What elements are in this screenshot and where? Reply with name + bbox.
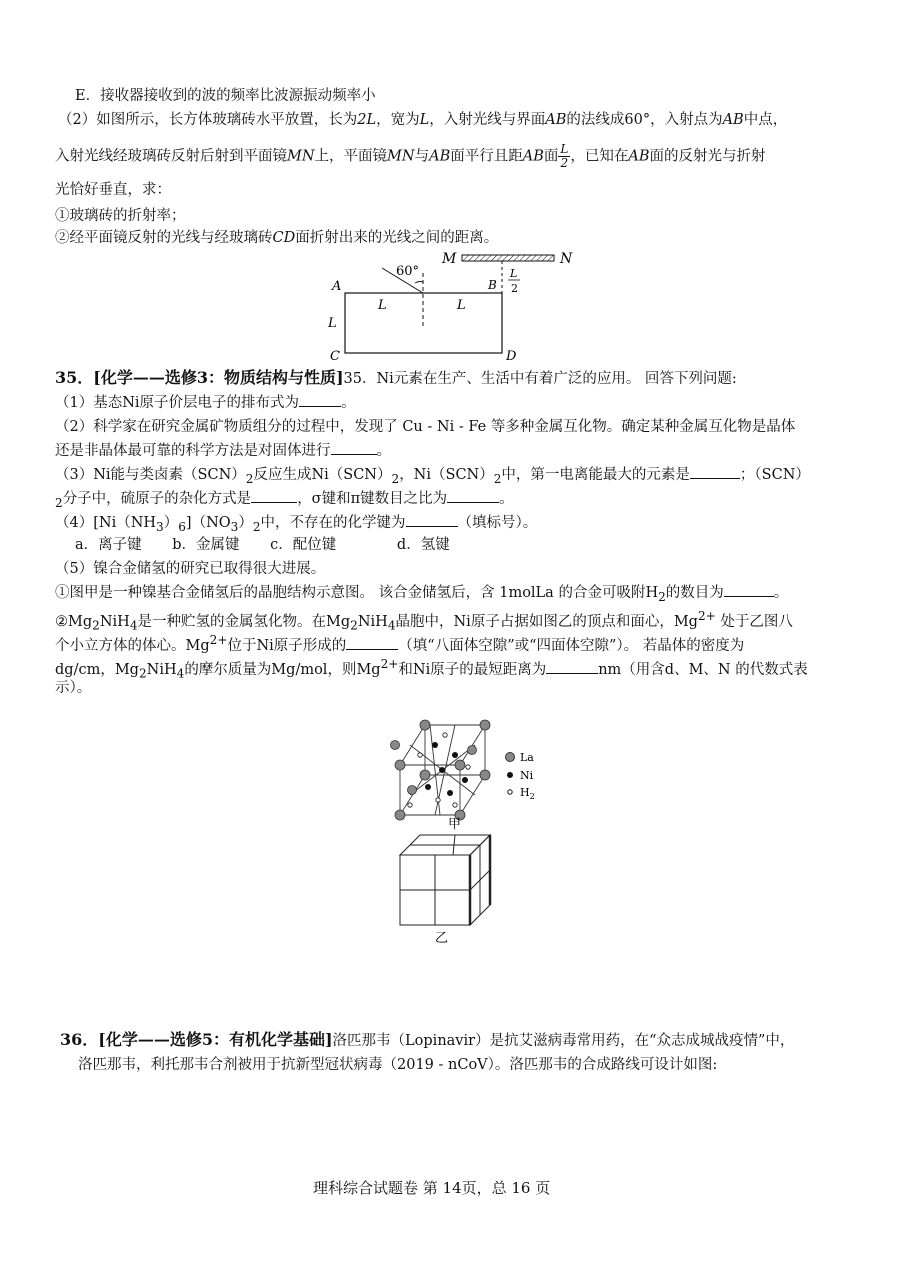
q36-line1: 36．[化学——选修5：有机化学基础]洛匹那韦（Lopinavir）是抗艾滋病毒常用药，在“众志成城战疫情”中， <box>60 1030 795 1049</box>
page-footer: 理科综合试题卷 第 14页，总 16 页 <box>313 1179 551 1197</box>
option-b: b．金属键 <box>172 537 240 553</box>
option-e: E．接收器接收到的波的频率比波源振动频率小 <box>75 88 376 104</box>
q34-sub1: ①玻璃砖的折射率； <box>55 208 186 224</box>
glass-brick-figure <box>320 245 590 365</box>
option-d: d．氢键 <box>396 537 450 553</box>
legend-h2: $H_2$ <box>520 786 535 801</box>
label-L2-den: 2 <box>511 282 518 295</box>
caption-yi: 乙 <box>435 931 449 945</box>
legend-h2-icon <box>508 790 512 794</box>
option-a: a．离子键 <box>75 537 142 553</box>
label-c: C <box>330 349 340 364</box>
half-L-fraction: $\frac{L}{2}$ <box>560 142 569 170</box>
label-a: A <box>332 279 342 294</box>
caption-jia: 甲 <box>448 817 462 830</box>
q35-c3: 个小立方体的体心。$Mg^{2+}$位于Ni原子形成的 （填“八面体空隙”或“四面体空隙”）。 若晶体的密度为 <box>55 633 745 654</box>
q35-s1: （1）基态Ni原子价层电子的排布式为 。 <box>55 392 356 413</box>
q35-c5: 示）。 <box>55 680 92 696</box>
mirror-mn <box>462 255 554 261</box>
q35-s5: （5）镍合金储氢的研究已取得很大进展。 <box>55 561 326 577</box>
label-d: D <box>506 349 517 364</box>
q35-c4: dg/cm，$Mg_2NiH_4$的摩尔质量为Mg/mol，则$Mg^{2+}$和Ni原子的最短距离为 nm（用含d、M、N 的代数式表 <box>55 657 808 681</box>
crystal-yi-figure <box>395 830 505 945</box>
q35-header: 35．[化学——选修3：物质结构与性质]35．Ni元素在生产、生活中有着广泛的应用。 回答下列问题: <box>55 368 737 387</box>
angle-label: 60° <box>396 264 420 279</box>
q36-line2: 洛匹那韦，利托那韦合剂被用于抗新型冠状病毒（2019 - nCoV）。洛匹那韦的合成路线可设计如图: <box>78 1057 718 1073</box>
q35-s4: $(4)[Ni(NH_3)_6](NO_3)_2$中，不存在的化学键为 （填标号）。 <box>55 512 537 537</box>
q34-part2-line2: 入射光线经玻璃砖反射后射到平面镜MN上，平面镜MN与AB面平行且距AB面 $\frac{L}{2}$ ，已知在AB面的反射光与折射 <box>55 142 766 170</box>
legend-la: La <box>520 751 534 764</box>
legend-ni-icon <box>507 772 513 778</box>
label-L-left: L <box>378 298 387 313</box>
label-L-side: L <box>328 316 337 331</box>
label-m: M <box>442 251 457 267</box>
q34-sub2: ②经平面镜反射的光线与经玻璃砖CD面折射出来的光线之间的距离。 <box>55 230 499 246</box>
label-L2-num: L <box>510 267 518 280</box>
q35-s3a: （3）Ni能与类卤素$(SCN)_2$反应生成$Ni(SCN)_2$，$Ni(SCN)_2$中，第一电离能最大的元素是 ；（SCN） <box>55 464 810 489</box>
label-b: B <box>488 278 497 292</box>
q35-s2b: 还是非晶体最可靠的科学方法是对固体进行 。 <box>55 440 391 461</box>
label-L-right: L <box>457 298 466 313</box>
q35-s2a: （2）科学家在研究金属矿物质组分的过程中，发现了 Cu - Ni - Fe 等多种金属互化物。确定某种金属互化物是晶体 <box>55 419 796 435</box>
legend-la-icon <box>506 753 515 762</box>
q34-part2-line1: （2）如图所示，长方体玻璃砖水平放置，长为2L，宽为L，入射光线与界面AB的法线成60°，入射点为AB中点， <box>58 112 788 128</box>
legend-ni: Ni <box>520 769 534 782</box>
crystal-jia-figure <box>380 705 550 830</box>
label-n: N <box>560 251 573 267</box>
q34-part2-line3: 光恰好垂直，求： <box>55 182 171 198</box>
option-c: c．配位键 <box>270 537 337 553</box>
q35-options <box>75 535 450 555</box>
q35-c1: ①图甲是一种镍基合金储氢后的晶胞结构示意图。 该合金储氢后，含 1molLa 的合金可吸附$H_2$的数目为 。 <box>55 582 788 607</box>
q35-c2: $②Mg_2NiH_4$是一种贮氢的金属氢化物。在$Mg_2NiH_4$晶胞中，Ni原子占据如图乙的顶点和面心，$Mg^{2+}$ 处于乙图八 <box>55 609 793 633</box>
q35-s3b: $_2$分子中，硫原子的杂化方式是 ，σ键和π键数目之比为 。 <box>55 488 514 513</box>
